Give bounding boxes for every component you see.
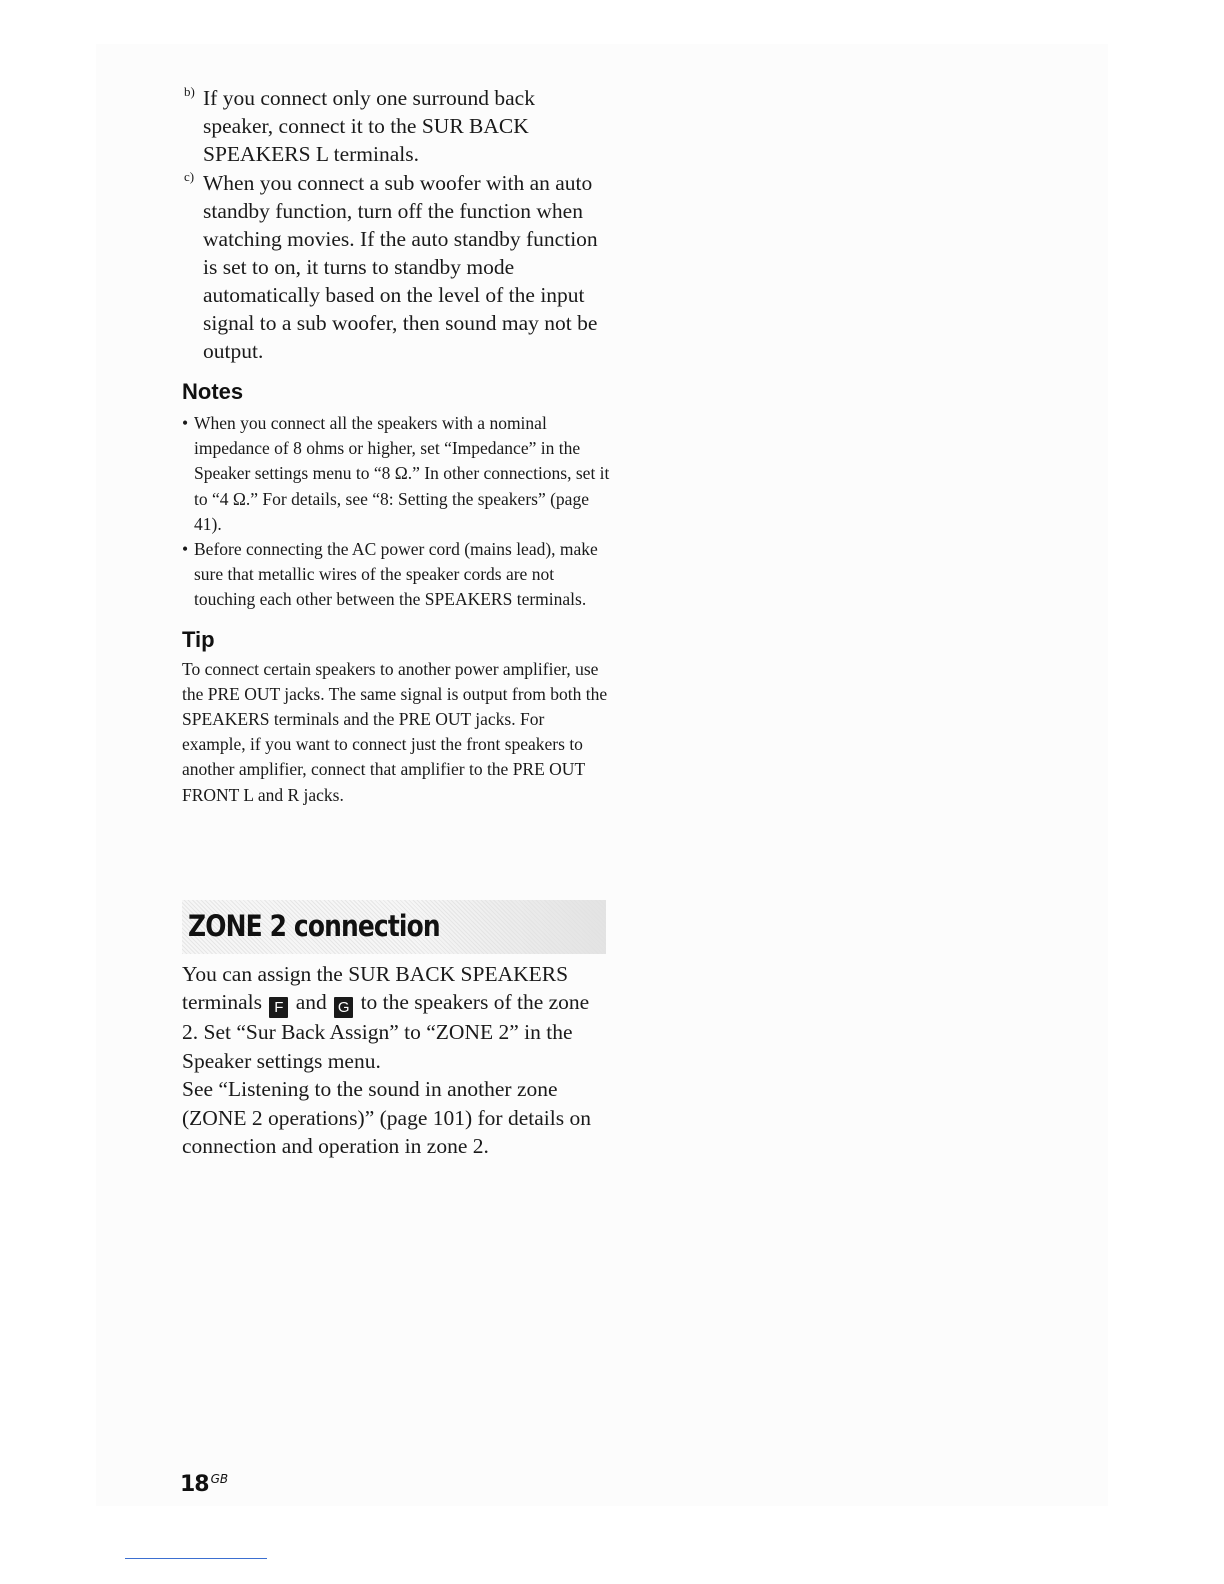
footnote-c-mark: c) [184,169,195,184]
page-number [180,1472,228,1497]
tip-heading: Tip [182,626,215,652]
note-text: Before connecting the AC power cord (mains lead), make sure that metallic wires of the speaker cords are not touching each other between the SPEAKERS terminals. [194,539,598,610]
footnote-c-text: When you connect a sub woofer with an auto standby function, turn off the function when watching movies. If the auto standby function is set to on, it turns to standby mode automatically based on the level of the input signal to a sub woofer, then sound may not be output. [203,171,598,363]
tip-text: To connect certain speakers to another power amplifier, use the PRE OUT jacks. The same signal is output from both the SPEAKERS terminals and the PRE OUT jacks. For example, if you want to connect just the front speakers to another amplifier, connect that amplifier to the PRE OUT FRONT L and R jacks. [182,658,608,805]
section-title: ZONE 2 connection [188,909,440,943]
footnote-b-text: If you connect only one surround back speaker, connect it to the SUR BACK SPEAKERS L terminals. [203,86,535,166]
bullet-icon: • [182,539,189,560]
zone2-text-before: You can assign the SUR BACK SPEAKERS terminals [182,962,569,1015]
note-item [182,411,610,537]
terminal-g-badge: G [334,997,353,1018]
notes-list [182,411,610,613]
note-item [182,537,610,613]
notes-heading: Notes [182,379,244,404]
footnote-b-mark: b) [184,84,195,99]
footnote-c [182,169,610,365]
zone2-text-after: to the speakers of the zone 2. Set “Sur Back Assign” to “ZONE 2” in the Speaker settings menu. [182,990,590,1073]
zone2-text-and: and [295,990,327,1015]
footnote-b [182,84,610,168]
page-number-value: 18 [180,1472,209,1497]
zone2-body [182,960,608,1160]
page-number-suffix: GB [210,1472,229,1486]
zone2-paragraph-2: See “Listening to the sound in another zone (ZONE 2 operations)” (page 101) for details on connection and operation in zone 2. [182,1077,591,1159]
section-banner [182,900,606,954]
zone2-paragraph-1 [182,960,608,1075]
scan-edge-line [125,1558,267,1559]
note-text: When you connect all the speakers with a nominal impedance of 8 ohms or higher, set “Impedance” in the Speaker settings menu to “8 Ω.” In other connections, set it to “4 Ω.” For details, see “8: Setting the speakers” (page 41). [194,413,610,534]
left-column [182,84,610,808]
terminal-f-badge: F [269,997,288,1018]
bullet-icon: • [182,413,189,433]
